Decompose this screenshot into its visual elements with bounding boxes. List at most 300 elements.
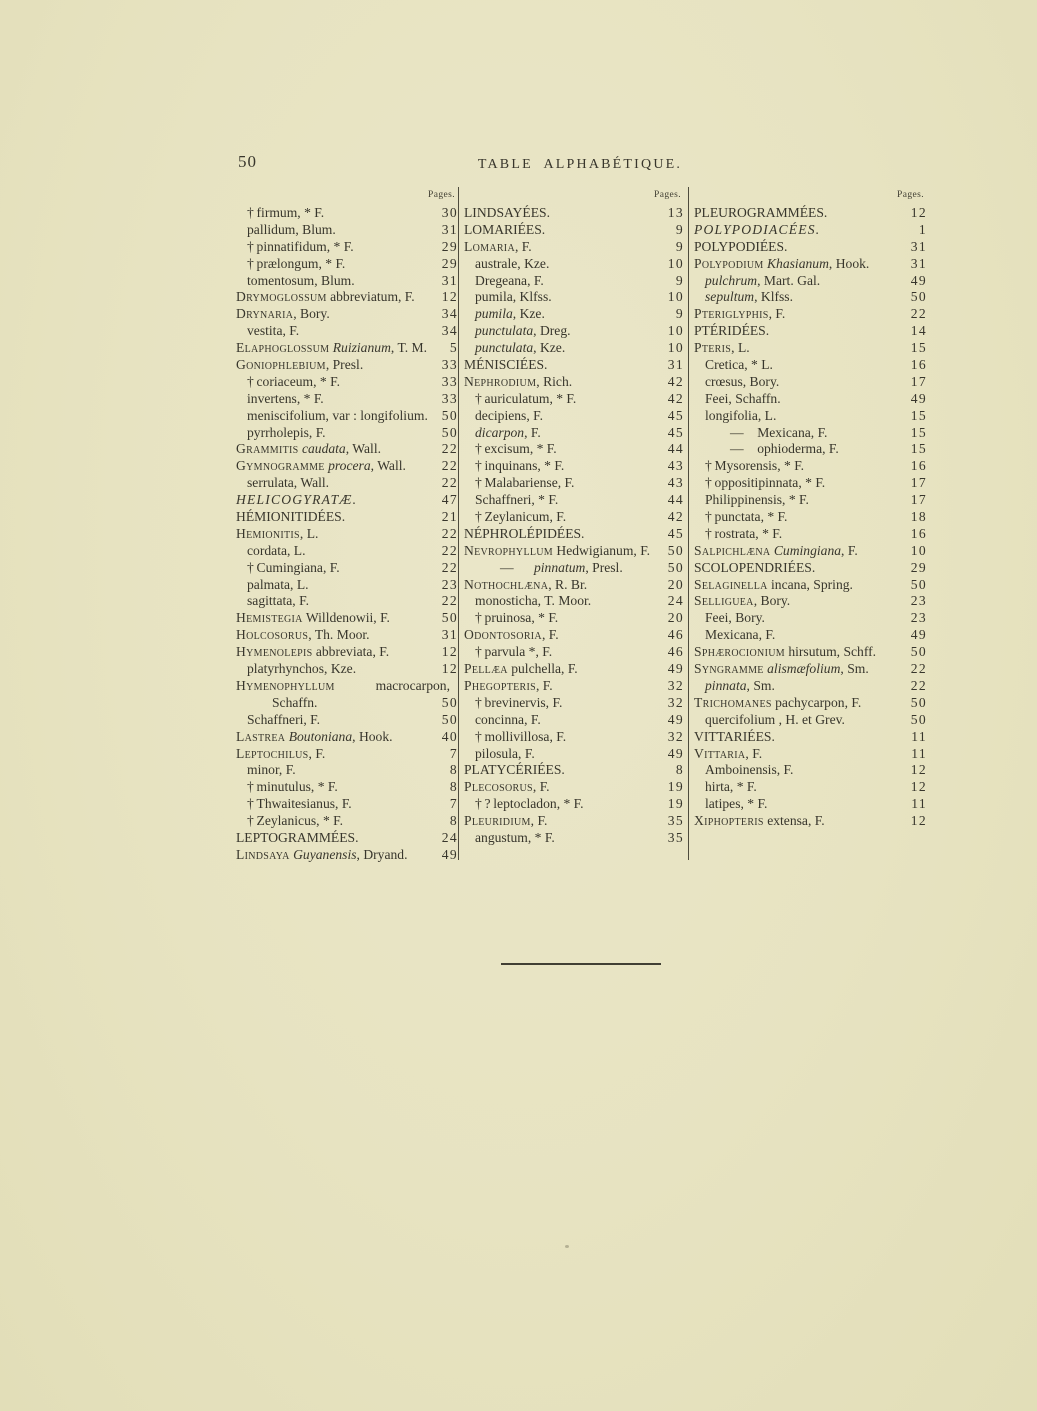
entry-page-number: 49 [441,846,458,862]
entry-name: † ? leptocladon, * F. [475,796,584,812]
entry-name: † rostrata, * F. [705,525,783,541]
pages-header: Pages. [897,190,924,200]
index-entry [236,256,458,273]
entry-name: POLYPODIACÉES. [694,221,821,237]
index-entry [236,729,458,746]
entry-name: † Malabariense, F. [475,475,575,491]
entry-page-number: 11 [911,745,927,761]
entry-page-number: 50 [667,559,684,575]
index-entry [694,577,927,594]
entry-page-number: 12 [910,813,927,829]
entry-name: — ophioderma, F. [730,441,839,457]
entry-name: Schaffneri, * F. [475,492,559,508]
index-entry [236,762,458,779]
entry-page-number: 19 [667,796,684,812]
index-entry [236,796,458,813]
index-entry [236,543,458,560]
entry-name: Phegopteris, F. [464,677,553,693]
entry-name: Syngramme alismæfolium, Sm. [694,661,869,677]
entry-name: sepultum, Klfss. [705,289,793,305]
entry-page-number: 31 [441,221,458,237]
entry-page-number: 17 [910,373,927,389]
entry-name: Plecosorus, F. [464,779,550,795]
index-entry [236,577,458,594]
index-entry [464,830,684,847]
entry-name: Hemistegia Willdenowii, F. [236,610,390,626]
index-column-3 [694,186,927,830]
entry-page-number: 16 [910,357,927,373]
entry-name: † pinnatifidum, * F. [247,238,354,254]
entry-name: Feei, Bory. [705,610,765,626]
entry-name: Dregeana, F. [475,272,544,288]
entry-page-number: 24 [441,829,458,845]
entry-name: Selliguea, Bory. [694,593,791,609]
entry-name: pumila, Kze. [475,306,545,322]
index-entry [464,306,684,323]
entry-page-number: 33 [441,357,458,373]
index-entry [694,374,927,391]
entry-page-number: 20 [667,576,684,592]
entry-page-number: 40 [441,728,458,744]
index-entry [236,627,458,644]
entry-name: latipes, * F. [705,796,768,812]
entry-page-number: 49 [910,390,927,406]
entry-name: Pleuridium, F. [464,813,548,829]
index-entry [694,593,927,610]
index-entry [464,492,684,509]
index-entry [694,746,927,763]
index-entry [464,627,684,644]
entry-page-number: 22 [441,475,458,491]
index-entry [236,560,458,577]
pages-header: Pages. [428,190,455,200]
entry-name: tomentosum, Blum. [247,272,355,288]
entry-name: punctulata, Dreg. [475,323,571,339]
entry-name: Drymoglossum abbreviatum, F. [236,289,415,305]
entry-name: NÉPHROLÉPIDÉES. [464,525,585,541]
index-entry [464,712,684,729]
index-entry [464,256,684,273]
index-entry [694,391,927,408]
index-entry [236,746,458,763]
entry-page-number: 29 [441,255,458,271]
entry-name: † Mysorensis, * F. [705,458,805,474]
entry-name: minor, F. [247,762,296,778]
entry-name: † brevinervis, F. [475,694,563,710]
entry-name: palmata, L. [247,576,309,592]
entry-page-number: 50 [667,542,684,558]
entry-page-number: 17 [910,492,927,508]
entry-name: Leptochilus, F. [236,745,326,761]
index-entry [236,695,458,712]
index-entry [694,222,927,239]
entry-name: angustum, * F. [475,829,555,845]
paper-speck [565,1245,569,1248]
entry-page-number: 49 [667,711,684,727]
entry-page-number: 50 [910,694,927,710]
entry-name: decipiens, F. [475,407,544,423]
index-entry [694,695,927,712]
index-entry [694,729,927,746]
entry-name: † parvula *, F. [475,644,553,660]
entry-page-number: 45 [667,407,684,423]
entry-name: Vittaria, F. [694,745,763,761]
entry-page-number: 42 [667,390,684,406]
entry-name: LINDSAYÉES. [464,205,550,220]
entry-name: † Cumingiana, F. [247,559,340,575]
entry-name: Hymenolepis abbreviata, F. [236,644,390,660]
entry-page-number: 5 [449,340,458,356]
entry-page-number: 12 [910,762,927,778]
index-entry [464,762,684,779]
entry-name: † excisum, * F. [475,441,557,457]
entry-page-number: 32 [667,694,684,710]
index-entry [464,357,684,374]
index-entry [236,779,458,796]
entry-name: sagittata, F. [247,593,309,609]
entry-page-number: 22 [910,306,927,322]
entry-name: POLYPODIÉES. [694,238,788,254]
index-entry [694,239,927,256]
entry-page-number: 8 [449,762,458,778]
index-entry [236,391,458,408]
index-entry [694,627,927,644]
index-entry [464,526,684,543]
index-entry [464,796,684,813]
entry-page-number: 21 [441,509,458,525]
entry-name: punctulata, Kze. [475,340,566,356]
index-entry [464,509,684,526]
entry-name: † punctata, * F. [705,509,788,525]
index-entry [694,408,927,425]
entry-name: — pinnatum, Presl. [500,559,623,575]
index-entry [694,289,927,306]
entry-page-number: 22 [441,542,458,558]
entry-name: Lomaria, F. [464,238,532,254]
entry-name: Drynaria, Bory. [236,306,330,322]
index-entry [236,239,458,256]
entry-name: australe, Kze. [475,255,550,271]
index-entry [694,492,927,509]
entry-name: † Zeylanicum, F. [475,509,567,525]
entry-page-number: 50 [441,424,458,440]
entry-page-number: 17 [910,475,927,491]
entry-page-number: 23 [441,576,458,592]
entry-page-number: 24 [667,593,684,609]
entry-page-number: 31 [441,272,458,288]
entry-name: Cretica, * L. [705,357,773,373]
entry-name: Lindsaya Guyanensis, Dryand. [236,846,408,862]
index-entry [464,408,684,425]
index-entry [236,222,458,239]
entry-name: Schaffneri, F. [247,711,321,727]
entry-name: Pteriglyphis, F. [694,306,786,322]
entry-page-number: 50 [441,711,458,727]
entry-name: LOMARIÉES. [464,221,546,237]
index-entry [464,644,684,661]
entry-page-number: 12 [441,661,458,677]
entry-name: Salpichlæna Cumingiana, F. [694,542,858,558]
entry-page-number: 30 [441,205,458,220]
index-entry [694,475,927,492]
index-entry [694,458,927,475]
entry-page-number: 10 [667,289,684,305]
entry-page-number: 9 [675,221,684,237]
entry-page-number: 50 [910,644,927,660]
index-entry [694,256,927,273]
entry-page-number: 11 [911,796,927,812]
entry-page-number: 50 [910,289,927,305]
entry-page-number: 7 [449,796,458,812]
entry-page-number: 35 [667,813,684,829]
entry-name: PTÉRIDÉES. [694,323,770,339]
index-entry [464,610,684,627]
entry-page-number: 33 [441,390,458,406]
entry-page-number: 20 [667,610,684,626]
index-entry [694,509,927,526]
entry-page-number: 10 [667,340,684,356]
entry-page-number: 44 [667,441,684,457]
entry-page-number: 13 [667,205,684,220]
index-entry [464,458,684,475]
entry-name: VITTARIÉES. [694,728,775,744]
entry-page-number: 12 [441,644,458,660]
folio-number: 50 [238,152,257,171]
entry-page-number: 23 [910,610,927,626]
entry-name: Goniophlebium, Presl. [236,357,364,373]
entry-page-number: 12 [910,205,927,220]
entry-page-number: 49 [667,745,684,761]
entry-page-number: 50 [910,711,927,727]
entry-name: meniscifolium, var : longifolium. [247,407,428,423]
index-entry [464,560,684,577]
entry-name: monosticha, T. Moor. [475,593,592,609]
entry-page-number: 49 [667,661,684,677]
entry-name: platyrhynchos, Kze. [247,661,357,677]
entry-name: Holcosorus, Th. Moor. [236,627,370,643]
index-entry [236,289,458,306]
entry-name: cordata, L. [247,542,306,558]
entry-page-number: 46 [667,627,684,643]
index-entry [694,526,927,543]
index-entry [464,695,684,712]
index-entry [236,205,458,222]
index-entry [694,357,927,374]
page-title: TABLE ALPHABÉTIQUE. [477,157,683,172]
column-divider-1 [458,187,459,860]
entry-page-number: 18 [910,509,927,525]
entry-page-number: 34 [441,306,458,322]
entry-name: Nephrodium, Rich. [464,373,573,389]
entry-name: LEPTOGRAMMÉES. [236,829,359,845]
index-entry [464,289,684,306]
entry-name: invertens, * F. [247,390,324,406]
entry-name: Pellæa pulchella, F. [464,661,578,677]
index-entry [694,712,927,729]
entry-name: Gymnogramme procera, Wall. [236,458,406,474]
entry-page-number: 42 [667,373,684,389]
entry-name: † Zeylanicus, * F. [247,813,344,829]
index-entry [694,340,927,357]
entry-name: Selaginella incana, Spring. [694,576,853,592]
entry-name: MÉNISCIÉES. [464,357,548,373]
entry-name: † Thwaitesianus, F. [247,796,352,812]
entry-name: Xiphopteris extensa, F. [694,813,825,829]
entry-name: Feei, Schaffn. [705,390,781,406]
index-entry [236,712,458,729]
entry-name: Pteris, L. [694,340,750,356]
index-entry [236,273,458,290]
entry-page-number: 12 [910,779,927,795]
entry-name: † prælongum, * F. [247,255,346,271]
entry-page-number: 32 [667,728,684,744]
index-entry [236,323,458,340]
entry-name: † auriculatum, * F. [475,390,577,406]
index-entry [464,391,684,408]
index-entry [464,661,684,678]
index-entry [236,830,458,847]
entry-name: Sphærocionium hirsutum, Schff. [694,644,877,660]
entry-page-number: 50 [910,576,927,592]
entry-name: Odontosoria, F. [464,627,559,643]
index-entry [464,678,684,695]
entry-name: Mexicana, F. [705,627,776,643]
index-entry [694,306,927,323]
index-entry [464,222,684,239]
entry-page-number: 9 [675,272,684,288]
entry-page-number: 15 [910,340,927,356]
index-column-1 [236,186,458,864]
index-entry [236,340,458,357]
entry-page-number: 31 [441,627,458,643]
entry-name: hirta, * F. [705,779,757,795]
entry-page-number: 8 [449,779,458,795]
entry-name: concinna, F. [475,711,541,727]
entry-name: Philippinensis, * F. [705,492,809,508]
entry-name: pulchrum, Mart. Gal. [705,272,821,288]
entry-name: — Mexicana, F. [730,424,828,440]
index-entry [464,779,684,796]
entry-name: serrulata, Wall. [247,475,330,491]
index-entry [236,357,458,374]
index-entry [236,593,458,610]
entry-name: crœsus, Bory. [705,373,780,389]
entry-page-number: 22 [441,441,458,457]
entry-page-number: 22 [910,677,927,693]
entry-name: PLATYCÉRIÉES. [464,762,565,778]
pages-header: Pages. [654,190,681,200]
entry-page-number: 45 [667,424,684,440]
entry-page-number: 16 [910,525,927,541]
entry-page-number: 47 [441,492,458,508]
entry-page-number: 14 [910,323,927,339]
index-entry [464,729,684,746]
entry-name: † inquinans, * F. [475,458,565,474]
entry-page-number: 44 [667,492,684,508]
index-entry [694,543,927,560]
entry-page-number: 22 [441,559,458,575]
entry-page-number: 29 [910,559,927,575]
index-entry [236,425,458,442]
entry-page-number: 42 [667,509,684,525]
entry-name: pyrrholepis, F. [247,424,326,440]
entry-page-number: 12 [441,289,458,305]
entry-page-number: 35 [667,829,684,845]
entry-page-number: 15 [910,407,927,423]
index-entry [464,273,684,290]
entry-page-number: 31 [910,238,927,254]
entry-name: † oppositipinnata, * F. [705,475,826,491]
index-entry [694,779,927,796]
entry-name: † mollivillosa, F. [475,728,567,744]
entry-page-number: 50 [441,407,458,423]
index-entry [236,526,458,543]
index-entry [464,593,684,610]
index-entry [464,475,684,492]
entry-page-number: 23 [910,593,927,609]
entry-page-number: 49 [910,272,927,288]
entry-name: pinnata, Sm. [705,677,775,693]
index-entry [236,813,458,830]
index-entry [236,509,458,526]
entry-name: Grammitis caudata, Wall. [236,441,382,457]
entry-page-number: 1 [918,221,927,237]
entry-page-number: 34 [441,323,458,339]
entry-page-number: 43 [667,458,684,474]
index-column-2 [464,186,684,847]
index-entry [236,458,458,475]
entry-page-number: 45 [667,525,684,541]
entry-page-number: 29 [441,238,458,254]
entry-name: † pruinosa, * F. [475,610,559,626]
index-entry [236,408,458,425]
index-entry [236,475,458,492]
index-entry [464,205,684,222]
end-of-table-rule [501,963,661,965]
index-entry [236,644,458,661]
index-entry [236,441,458,458]
index-entry [694,762,927,779]
entry-page-number: 50 [441,610,458,626]
entry-name: HELICOGYRATÆ. [236,492,358,508]
index-entry [236,306,458,323]
entry-name: Trichomanes pachycarpon, F. [694,694,862,710]
entry-page-number: 31 [910,255,927,271]
entry-page-number: 15 [910,441,927,457]
index-entry [694,813,927,830]
index-entry [694,441,927,458]
entry-page-number: 8 [675,762,684,778]
entry-page-number: 8 [449,813,458,829]
entry-name: Amboinensis, F. [705,762,794,778]
index-entry [464,374,684,391]
entry-name: † firmum, * F. [247,205,325,220]
index-entry [236,374,458,391]
index-entry [694,425,927,442]
entry-page-number: 33 [441,373,458,389]
entry-page-number: 9 [675,306,684,322]
index-entry [464,239,684,256]
index-entry [694,560,927,577]
index-entry [464,441,684,458]
entry-page-number: 10 [910,542,927,558]
entry-name: Nevrophyllum Hedwigianum, F. [464,542,651,558]
entry-page-number: 7 [449,745,458,761]
entry-page-number: 46 [667,644,684,660]
entry-name: pilosula, F. [475,745,535,761]
index-entry [464,323,684,340]
index-entry [236,678,458,695]
